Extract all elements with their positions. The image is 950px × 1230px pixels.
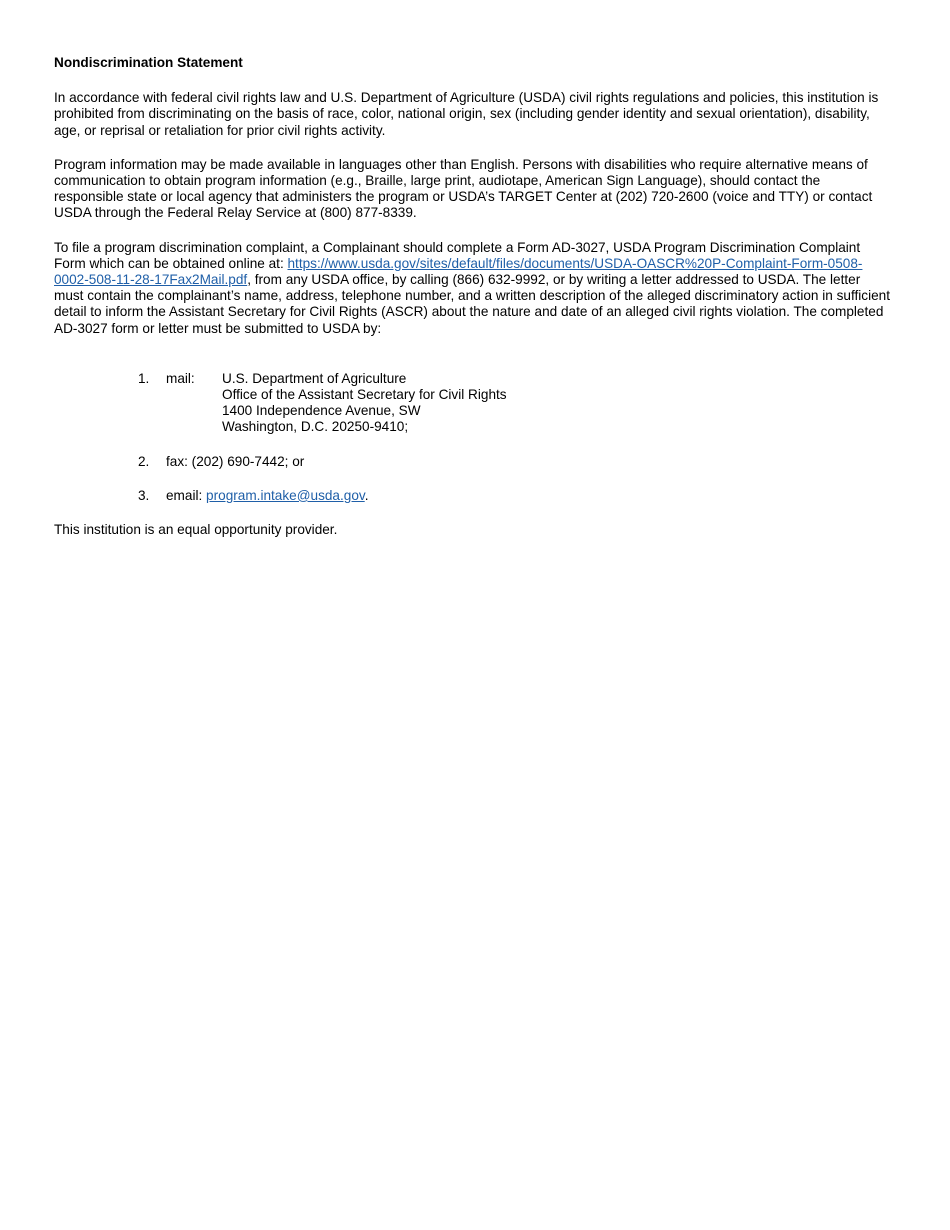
list-item-fax [54, 454, 890, 470]
complaint-form-link[interactable]: https://www.usda.gov/sites/default/files/documents/USDA-OASCR%20P-Complaint-Form-0508-0002-508-11-28-17Fax2Mail.pdf [54, 255, 863, 288]
list-item-mail [54, 371, 890, 436]
paragraph-program-information: Program information may be made available in languages other than English. Persons with disabilities who require alternative means of communication to obtain program information (e.g., Braille, large print, audiotape, American Sign Language), should contact the responsible state or local agency that administers the program or USDA’s TARGET Center at (202) 720-2600 (voice and TTY) or contact USDA through the Federal Relay Service at (800) 877-8339. [54, 156, 873, 221]
list-item-email [54, 488, 890, 504]
document-page [54, 55, 890, 556]
submission-methods-list [54, 371, 890, 504]
address-line: Washington, D.C. 20250-9410; [222, 419, 409, 435]
fax-text: fax: (202) 690-7442; or [166, 453, 305, 469]
closing-statement: This institution is an equal opportunity provider. [54, 522, 338, 538]
list-number: 1. [138, 370, 150, 386]
paragraph-civil-rights: In accordance with federal civil rights law and U.S. Department of Agriculture (USDA) civil rights regulations and policies, this institution is prohibited from discriminating on the basis of race, color, national origin, sex (including gender identity and sexual orientation), disability, age, or reprisal or retaliation for prior civil rights activity. [54, 90, 879, 138]
email-prefix: email: [166, 487, 207, 503]
mail-address [222, 371, 507, 436]
email-link[interactable]: program.intake@usda.gov [206, 487, 365, 503]
address-line: U.S. Department of Agriculture [222, 370, 407, 386]
email-suffix: . [364, 487, 369, 503]
complaint-text-after-link: , from any USDA office, by calling (866) 632-9992, or by writing a letter addressed to USDA. The letter must contain the complainant’s name, address, telephone number, and a written description of the alleged discriminatory action in sufficient detail to inform the Assistant Secretary for Civil Rights (ASCR) about the nature and date of an alleged civil rights violation. The completed AD-3027 form or letter must be submitted to USDA by: [54, 272, 890, 336]
page-title: Nondiscrimination Statement [54, 55, 243, 70]
list-number: 3. [138, 487, 150, 503]
paragraph-complaint [54, 240, 890, 337]
list-number: 2. [138, 453, 150, 469]
address-line: Office of the Assistant Secretary for Civil Rights [222, 387, 507, 403]
address-line: 1400 Independence Avenue, SW [222, 403, 421, 419]
complaint-text-before-link: To file a program discrimination complaint, a Complainant should complete a Form AD-3027, USDA Program Discrimination Complaint Form which can be obtained online at: [54, 239, 861, 271]
mail-label: mail: [166, 370, 195, 386]
